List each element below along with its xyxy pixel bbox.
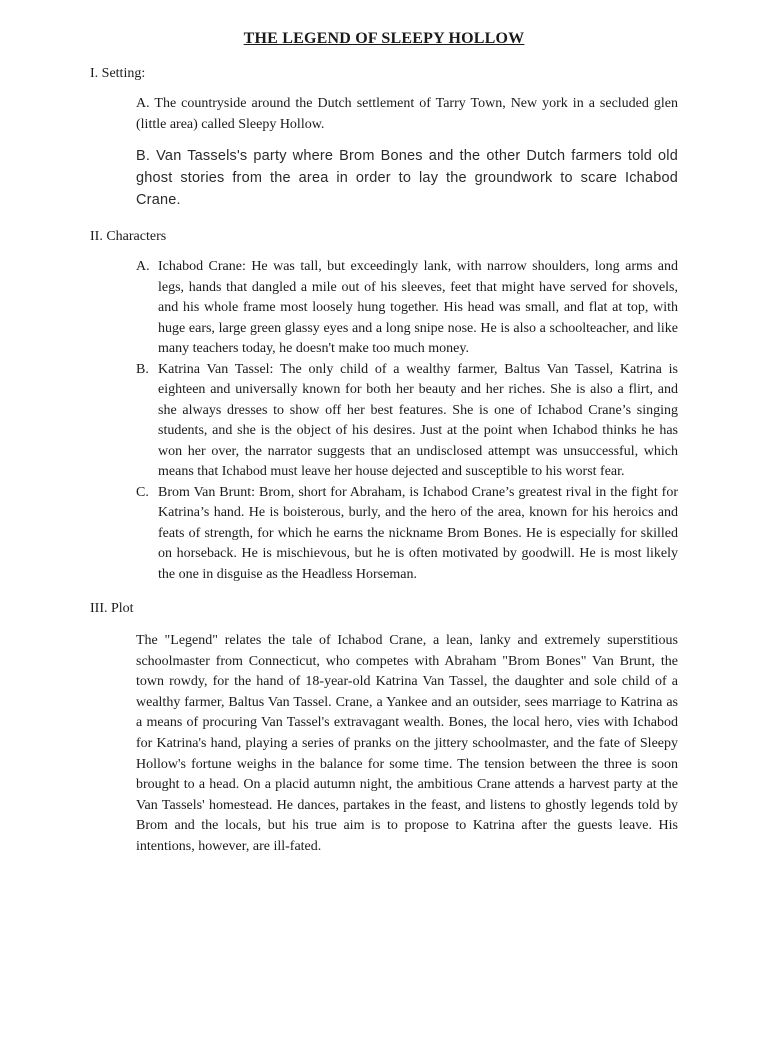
- character-item-katrina: [136, 360, 678, 483]
- character-item-text: Katrina Van Tassel: The only child of a wealthy farmer, Baltus Van Tassel, Katrina is eighteen and universally known for both her beauty and her riches. She is also a flirt, and she always dresses to show off her best features. She is one of Ichabod Crane’s singing students, and she is the object of his desires. Just at the point when Ichabod thinks he has won her over, the narrator suggests that an undisclosed attempt was unsuccessful, which means that Ichabod must leave her house dejected and susceptible to his worst fear.: [158, 361, 678, 479]
- document-page: [0, 30, 768, 1054]
- character-item-text: Brom Van Brunt: Brom, short for Abraham, is Ichabod Crane’s greatest rival in the fight for Katrina’s hand. He is boisterous, burly, and the hero of the area, known for his heroics and feats of strength, for which he earns the nickname Brom Bones. He is especially for skilled on horseback. He is mischievous, but he is often motivated by goodwill. He is most likely the one in disguise as the Headless Horseman.: [158, 484, 678, 582]
- setting-heading: I. Setting:: [90, 66, 146, 81]
- setting-item-a: [136, 94, 678, 135]
- plot-paragraph: The "Legend" relates the tale of Ichabod Crane, a lean, lanky and extremely superstitious schoolmaster from Connecticut, who competes with Abraham "Brom Bones" Van Brunt, the town rowdy, for the hand of 18-year-old Katrina Van Tassel, the daughter and sole child of a wealthy farmer, Baltus Van Tassel. Crane, a Yankee and an outsider, sees marriage to Katrina as a means of procuring Van Tassel's extravagant wealth. Bones, the local hero, vies with Ichabod for Katrina's hand, playing a series of pranks on the jittery schoolmaster, and the fate of Sleepy Hollow's fortune weighs in the balance for some time. The tension between the three is soon brought to a head. On a placid autumn night, the ambitious Crane attends a harvest party at the Van Tassels' homestead. He dances, partakes in the feast, and listens to ghostly legends told by Brom and the locals, but his true aim is to propose to Katrina after the guests leave. His intentions, however, are ill-fated.: [136, 633, 678, 854]
- character-item-ichabod: [136, 257, 678, 360]
- character-item-marker: B.: [136, 361, 149, 377]
- character-item-marker: C.: [136, 484, 149, 500]
- document-title: THE LEGEND OF SLEEPY HOLLOW: [243, 30, 525, 47]
- plot-heading: III. Plot: [90, 601, 134, 616]
- setting-item-a-marker: A.: [136, 96, 150, 111]
- character-item-marker: A.: [136, 259, 150, 274]
- setting-item-b-marker: B.: [136, 148, 151, 164]
- character-item-text: Ichabod Crane: He was tall, but exceedingly lank, with narrow shoulders, long arms and legs, hands that dangled a mile out of his sleeves, feet that might have served for shovels, and his whole frame most loosely hung together. His head was small, and flat at top, with huge ears, large green glassy eyes and a long snipe nose. He is also a schoolteacher, and like many teachers today, he doesn't make too much money.: [158, 259, 678, 356]
- setting-item-b-text: Van Tassels's party where Brom Bones and the other Dutch farmers told old ghost stories from the area in order to lay the groundwork to scare Ichabod Crane.: [136, 148, 678, 208]
- setting-item-a-text: The countryside around the Dutch settlement of Tarry Town, New york in a secluded glen (little area) called Sleepy Hollow.: [136, 96, 678, 132]
- characters-list: [90, 257, 678, 585]
- character-item-brom: [136, 483, 678, 586]
- characters-heading: II. Characters: [90, 229, 167, 244]
- setting-item-b: [136, 145, 678, 211]
